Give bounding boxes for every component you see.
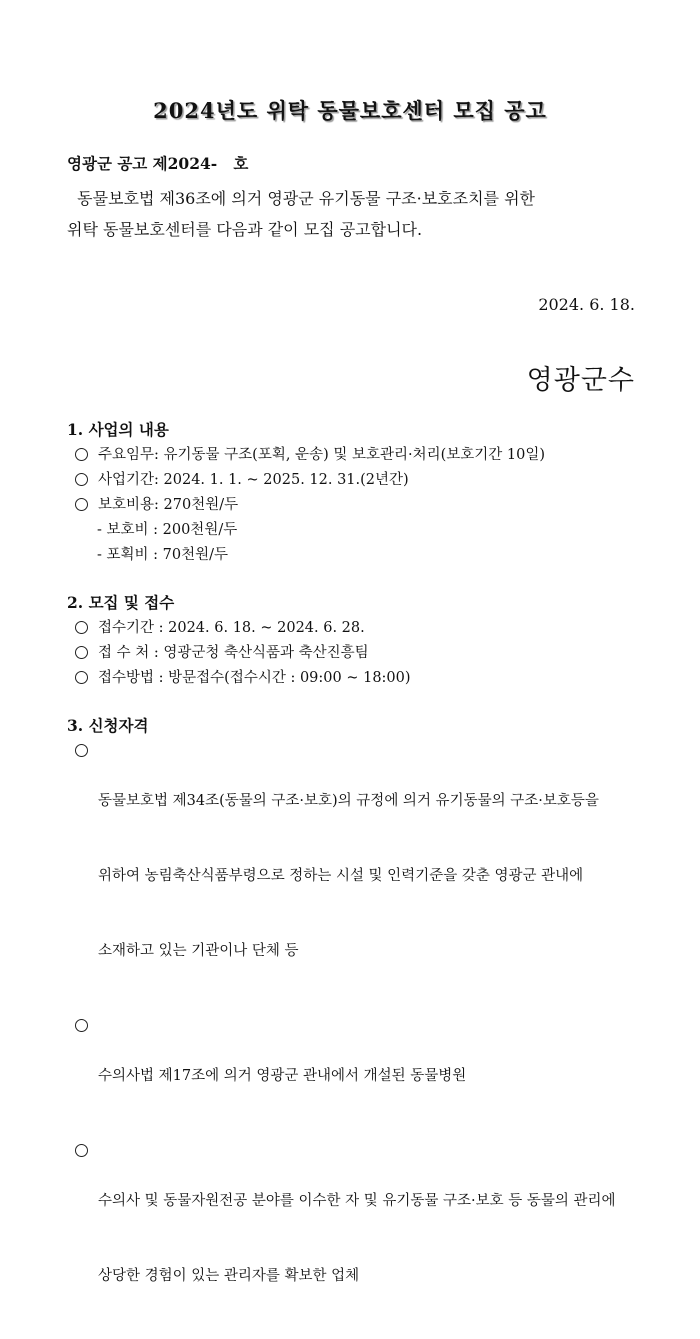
section-heading: 3. 신청자격 [67,716,149,735]
list-item: 접수방법 : 방문접수(접수시간 : 09:00 ~ 18:00) [67,666,647,691]
intro-line: 동물보호법 제36조에 의거 영광군 유기동물 구조·보호조치를 위한 [67,189,535,208]
section-heading: 2. 모집 및 접수 [67,593,175,612]
list-item: 수의사법 제17조에 의거 영광군 관내에서 개설된 동물병원 [67,1014,657,1139]
circle-icon [75,744,88,757]
document-title: 2024년도 위탁 동물보호센터 모집 공고 [153,98,547,123]
section-business-content [67,417,647,568]
signer: 영광군수 [526,365,635,396]
circle-icon [75,671,88,684]
list-item: 접수기간 : 2024. 6. 18. ~ 2024. 6. 28. [67,616,647,641]
circle-icon [75,1144,88,1157]
list-item: 접 수 처 : 영광군청 축산식품과 축산진흥팀 [67,641,647,666]
list-item: 주요임무: 유기동물 구조(포획, 운송) 및 보호관리·처리(보호기간 10일) [67,443,647,468]
circle-icon [75,1019,88,1032]
list-item: 동물보호법 제34조(동물의 구조·보호)의 규정에 의거 유기동물의 구조·보호등을 위하여 농림축산식품부령으로 정하는 시설 및 인력기준을 갖춘 영광군 관내에 소재하고 있는 기관이나 단체 등 [67,739,657,1014]
circle-icon [75,646,88,659]
list-item: 사업기간: 2024. 1. 1. ~ 2025. 12. 31.(2년간) [67,468,647,493]
intro-paragraph [67,183,637,245]
notice-number: 영광군 공고 제2024- 호 [67,154,249,173]
section-eligibility [67,713,657,1339]
circle-icon [75,621,88,634]
section-recruitment [67,590,647,691]
notice-date: 2024. 6. 18. [538,295,635,314]
sub-list-item: - 포획비 : 70천원/두 [97,547,228,563]
sub-list-item: - 보호비 : 200천원/두 [97,522,238,538]
list-item: 수의사 및 동물자원전공 분야를 이수한 자 및 유기동물 구조·보호 등 동물의 관리에 상당한 경험이 있는 관리자를 확보한 업체 [67,1139,657,1339]
circle-icon [75,498,88,511]
circle-icon [75,473,88,486]
list-item: 보호비용: 270천원/두 [67,493,647,518]
circle-icon [75,448,88,461]
section-heading: 1. 사업의 내용 [67,420,169,439]
intro-line: 위탁 동물보호센터를 다음과 같이 모집 공고합니다. [67,220,423,239]
